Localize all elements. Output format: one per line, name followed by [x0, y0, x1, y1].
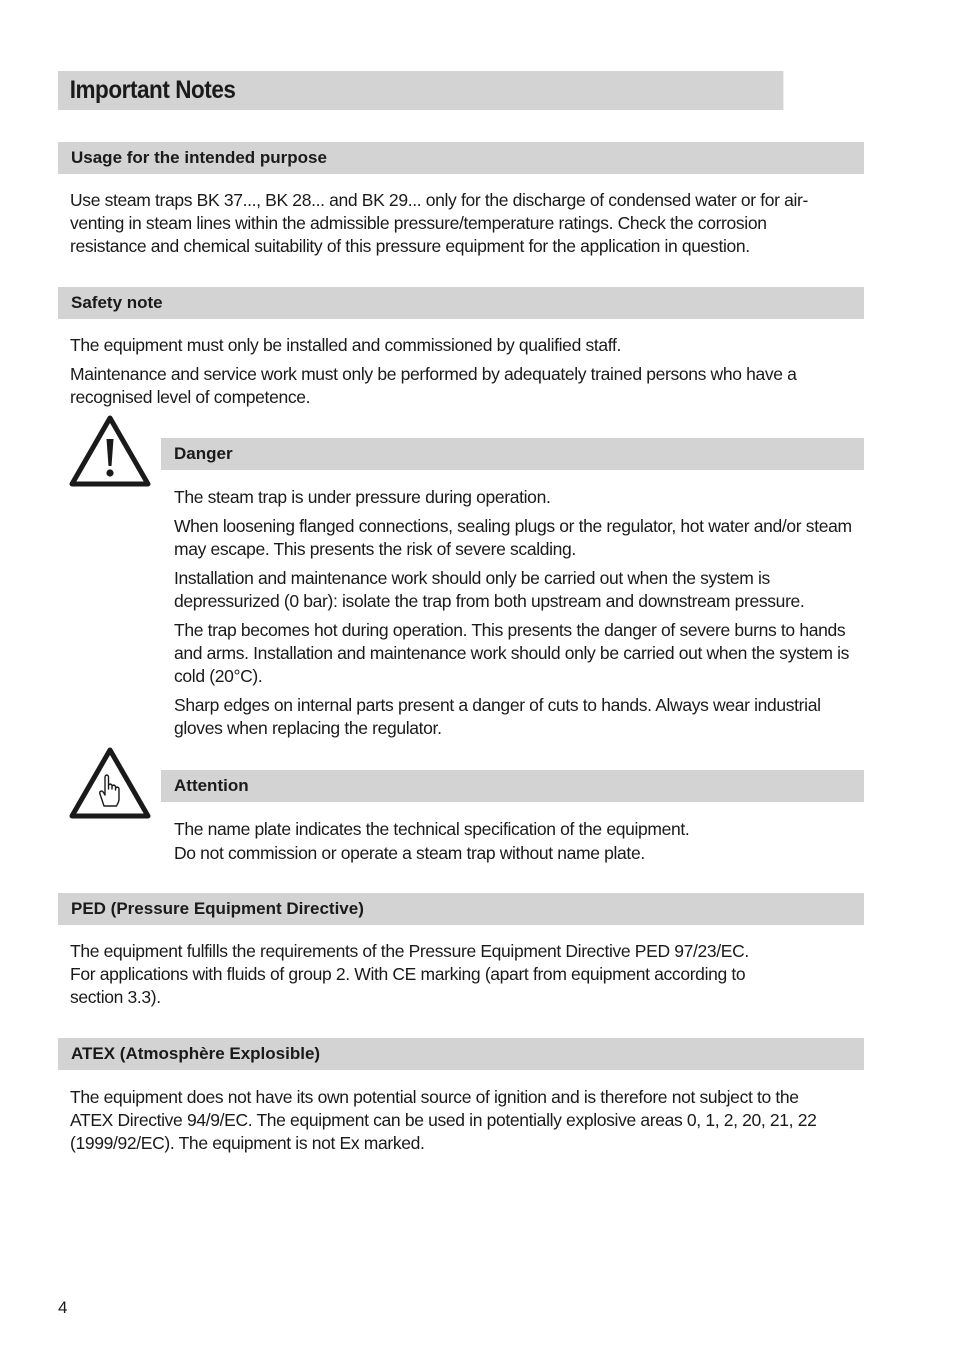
- section-heading-ped: PED (Pressure Equipment Directive): [58, 893, 864, 925]
- safety-paragraph-2: Maintenance and service work must only be performed by adequately trained persons who have a recognised level of competence.: [70, 364, 797, 407]
- danger-paragraph-3: Installation and maintenance work should only be carried out when the system is depressurized (0 bar): isolate the trap from both upstream and downstream pressure.: [174, 568, 805, 611]
- section-heading-attention: Attention: [161, 770, 864, 802]
- page-title: Important Notes: [58, 71, 783, 110]
- danger-paragraph-1: The steam trap is under pressure during operation.: [174, 487, 551, 507]
- page-number: 4: [58, 1298, 68, 1317]
- attention-hand-icon: [68, 746, 152, 820]
- danger-paragraph-5: Sharp edges on internal parts present a danger of cuts to hands. Always wear industrial gloves when replacing the regulator.: [174, 695, 821, 738]
- safety-paragraph-1: The equipment must only be installed and commissioned by qualified staff.: [70, 335, 621, 355]
- ped-paragraph-2: For applications with fluids of group 2. With CE marking (apart from equipment according to section 3.3).: [70, 964, 746, 1007]
- section-heading-danger: Danger: [161, 438, 864, 470]
- ped-paragraph-1: The equipment fulfills the requirements of the Pressure Equipment Directive PED 97/23/EC.: [70, 941, 749, 961]
- warning-exclamation-icon: [68, 414, 152, 488]
- usage-paragraph: Use steam traps BK 37..., BK 28... and BK 29... only for the discharge of condensed water or for air-venting in steam lines within the admissible pressure/temperature ratings. Check the corrosion resistance and chemical suitability of this pressure equipment for the application in question.: [70, 190, 808, 256]
- danger-paragraph-2: When loosening flanged connections, sealing plugs or the regulator, hot water and/or steam may escape. This presents the risk of severe scalding.: [174, 516, 852, 559]
- danger-paragraph-4: The trap becomes hot during operation. This presents the danger of severe burns to hands and arms. Installation and maintenance work should only be carried out when the system is cold (20°C).: [174, 620, 850, 686]
- atex-paragraph: The equipment does not have its own potential source of ignition and is therefore not subject to the ATEX Directive 94/9/EC. The equipment can be used in potentially explosive areas 0, 1, 2, 20, 21, 22 (1999/92/EC). The equipment is not Ex marked.: [70, 1087, 817, 1153]
- attention-paragraph-2: Do not commission or operate a steam trap without name plate.: [174, 843, 645, 863]
- section-heading-usage: Usage for the intended purpose: [58, 142, 864, 174]
- attention-paragraph-1: The name plate indicates the technical specification of the equipment.: [174, 819, 690, 839]
- section-heading-safety: Safety note: [58, 287, 864, 319]
- section-heading-atex: ATEX (Atmosphère Explosible): [58, 1038, 864, 1070]
